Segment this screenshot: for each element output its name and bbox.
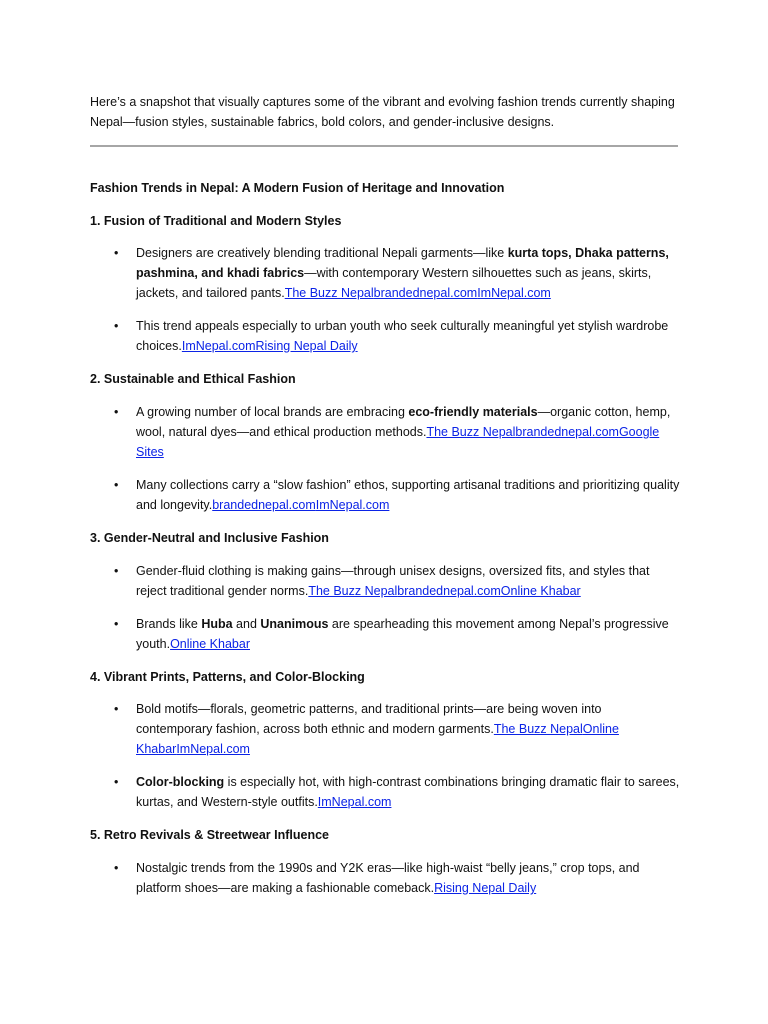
section-1-heading: 1. Fusion of Traditional and Modern Styles (90, 214, 342, 228)
source-link[interactable]: The Buzz Nepal (308, 584, 398, 598)
source-link[interactable]: Google Sites (136, 425, 660, 459)
list-item: • A growing number of local brands are embracing eco-friendly materials—organic cotton, hemp, wool, natural dyes—and ethical production methods.The Buzz Nepalbrandednepal.comGoogle Sites (136, 402, 680, 462)
document-title: Fashion Trends in Nepal: A Modern Fusion of Heritage and Innovation (90, 181, 505, 195)
source-link[interactable]: brandednepal.com (373, 286, 478, 300)
source-link[interactable]: Online Khabar (170, 637, 250, 651)
source-link[interactable]: The Buzz Nepal (426, 425, 516, 439)
section-2-heading: 2. Sustainable and Ethical Fashion (90, 372, 296, 386)
list-item: • Gender-fluid clothing is making gains—through unisex designs, oversized fits, and styles that reject traditional gender norms.The Buzz Nepalbrandednepal.comOnline Khabar (136, 561, 680, 601)
source-link[interactable]: Online Khabar (136, 722, 619, 756)
source-link[interactable]: ImNepal.com (315, 498, 390, 512)
section-3-heading: 3. Gender-Neutral and Inclusive Fashion (90, 531, 329, 545)
source-link[interactable]: Rising Nepal Daily (255, 339, 358, 353)
list-item: • This trend appeals especially to urban youth who seek culturally meaningful yet stylish wardrobe choices.ImNepal.comRising Nepal Daily (136, 316, 680, 356)
list-item: • Nostalgic trends from the 1990s and Y2K eras—like high-waist “belly jeans,” crop tops, and platform shoes—are making a fashionable comeback.Rising Nepal Daily (136, 858, 680, 898)
list-item: • Brands like Huba and Unanimous are spearheading this movement among Nepal’s progressive youth.Online Khabar (136, 614, 680, 654)
source-link[interactable]: Online Khabar (500, 584, 581, 598)
source-link[interactable]: ImNepal.com (181, 339, 256, 353)
section-5-heading: 5. Retro Revivals & Streetwear Influence (90, 828, 329, 842)
list-item: • Designers are creatively blending traditional Nepali garments—like kurta tops, Dhaka patterns, pashmina, and khadi fabrics—with contemporary Western silhouettes such as jeans, skirts, jackets, and tailored pants.The Buzz Nepalbrandednepal.comImNepal.com (136, 243, 680, 303)
section-4-heading: 4. Vibrant Prints, Patterns, and Color-Blocking (90, 670, 365, 684)
source-link[interactable]: Rising Nepal Daily (434, 881, 537, 895)
source-link[interactable]: The Buzz Nepal (284, 286, 374, 300)
horizontal-divider (90, 145, 678, 147)
source-link[interactable]: brandednepal.com (397, 584, 501, 598)
list-item: • Bold motifs—florals, geometric patterns, and traditional prints—are being woven into contemporary fashion, across both ethnic and modern garments.The Buzz NepalOnline KhabarImNepal.com (136, 699, 680, 759)
source-link[interactable]: ImNepal.com (317, 795, 392, 809)
source-link[interactable]: brandednepal.com (515, 425, 619, 439)
list-item: • Color-blocking is especially hot, with high-contrast combinations bringing dramatic flair to sarees, kurtas, and Western-style outfits.ImNepal.com (136, 772, 680, 812)
source-link[interactable]: ImNepal.com (176, 742, 250, 756)
intro-paragraph: Here’s a snapshot that visually captures some of the vibrant and evolving fashion trends currently shaping Nepal—fusion styles, sustainable fabrics, bold colors, and gender-inclusive designs. (90, 95, 675, 129)
source-link[interactable]: brandednepal.com (212, 498, 316, 512)
list-item: • Many collections carry a “slow fashion” ethos, supporting artisanal traditions and prioritizing quality and longevity.brandednepal.comImNepal.com (136, 475, 680, 515)
source-link[interactable]: The Buzz Nepal (493, 722, 583, 736)
source-link[interactable]: ImNepal.com (477, 286, 551, 300)
